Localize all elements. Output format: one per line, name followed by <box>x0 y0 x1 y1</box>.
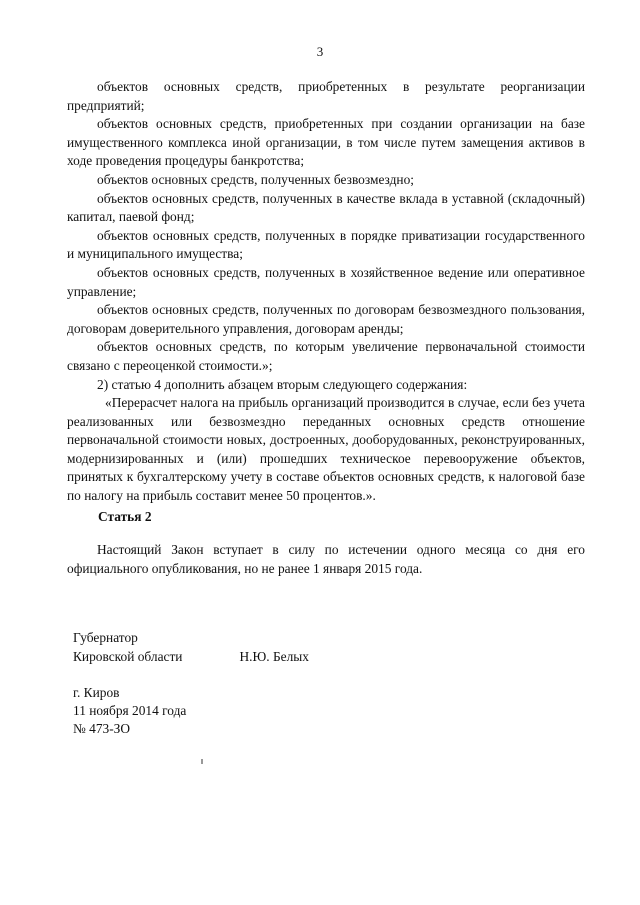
place-date-block <box>73 684 186 738</box>
paragraph-economic-management: объектов основных средств, полученных в хозяйственное ведение или оперативное управление; <box>67 264 585 299</box>
paragraph-recalculation-quote: «Перерасчет налога на прибыль организаций производится в случае, если без учета реализованных или безвозмездно переданных основных средств отношение первоначальной стоимости новых, достроенных, дооборудованных, реконструированных, модернизированных и (или) прошедших техническое перевооружение объектов, принятых к бухгалтерскому учету в составе объектов основных средств, к налоговой базе по налогу на прибыль составит менее 50 процентов.». <box>67 395 585 504</box>
signature-block <box>73 628 309 666</box>
paragraph-article4-amendment: 2) статью 4 дополнить абзацем вторым следующего содержания: <box>97 376 468 392</box>
article-2-paragraph: Настоящий Закон вступает в силу по истечении одного месяца со дня его официального опубликования, но не ранее 1 января 2015 года. <box>67 542 585 576</box>
paragraph-contracts: объектов основных средств, полученных по договорам безвозмездного пользования, договорам доверительного управления, договорам аренды; <box>67 302 585 336</box>
paragraph-revaluation: объектов основных средств, по которым увеличение первоначальной стоимости связано с переоценкой стоимости.»; <box>67 339 585 373</box>
signature-row <box>73 647 309 666</box>
paragraph-authorized-capital: объектов основных средств, полученных в качестве вклада в уставной (складочный) капитал, паевой фонд; <box>67 190 585 225</box>
page-number: 3 <box>316 44 324 59</box>
signatory-name: Н.Ю. Белых <box>239 649 309 664</box>
signature-title-line2: Кировской области <box>73 649 183 664</box>
signature-title-line1: Губернатор <box>73 630 138 645</box>
paragraph-property-complex: объектов основных средств, приобретенных при создании организации на базе имущественного комплекса иной организации, в том числе путем замещения активов в ходе проведения процедуры банкротства; <box>67 116 585 169</box>
paragraph-reorganization: объектов основных средств, приобретенных в результате реорганизации предприятий; <box>67 79 585 113</box>
law-number: № 473-ЗО <box>73 721 131 736</box>
date: 11 ноября 2014 года <box>73 703 187 718</box>
article-heading: Статья 2 <box>98 509 152 524</box>
paragraph-gratuitous: объектов основных средств, полученных безвозмездно; <box>97 171 415 187</box>
city: г. Киров <box>73 685 120 700</box>
body-text <box>67 78 585 506</box>
paragraph-privatization: объектов основных средств, полученных в порядке приватизации государственного и муниципального имущества; <box>67 227 585 262</box>
article-text <box>67 541 585 578</box>
scan-speck <box>201 759 203 764</box>
